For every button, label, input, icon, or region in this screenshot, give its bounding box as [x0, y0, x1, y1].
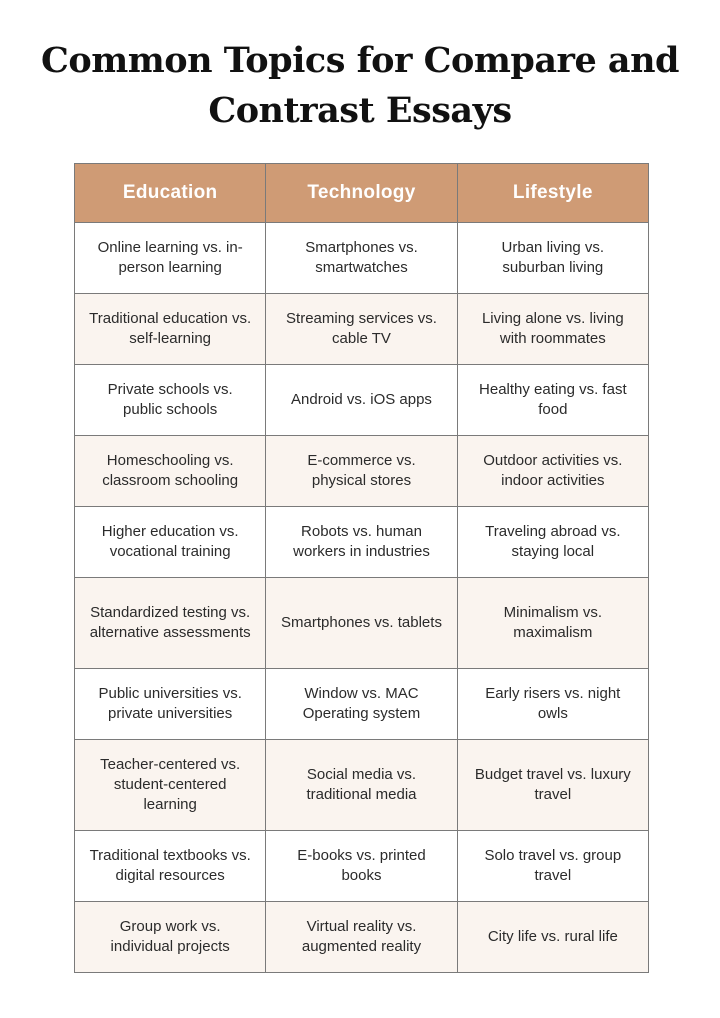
table-row [75, 831, 649, 902]
education-cell: Standardized testing vs. alternative assessments [75, 578, 266, 669]
technology-cell: Smartphones vs. tablets [266, 578, 457, 669]
table-row [75, 223, 649, 294]
table-row [75, 365, 649, 436]
technology-cell: E-books vs. printed books [266, 831, 457, 902]
page-title [0, 36, 720, 136]
table-row [75, 294, 649, 365]
table-row [75, 669, 649, 740]
lifestyle-cell: Solo travel vs. group travel [457, 831, 648, 902]
table-row [75, 507, 649, 578]
title-line-1: Common Topics for Compare and [41, 40, 679, 81]
education-cell: Group work vs. individual projects [75, 902, 266, 973]
table-row [75, 740, 649, 831]
header-lifestyle: Lifestyle [457, 164, 648, 223]
education-cell: Homeschooling vs. classroom schooling [75, 436, 266, 507]
education-cell: Traditional textbooks vs. digital resources [75, 831, 266, 902]
technology-cell: Android vs. iOS apps [266, 365, 457, 436]
education-cell: Private schools vs. public schools [75, 365, 266, 436]
lifestyle-cell: Urban living vs. suburban living [457, 223, 648, 294]
lifestyle-cell: Healthy eating vs. fast food [457, 365, 648, 436]
technology-cell: Smartphones vs. smartwatches [266, 223, 457, 294]
table-header-row [75, 164, 649, 223]
technology-cell: Robots vs. human workers in industries [266, 507, 457, 578]
education-cell: Higher education vs. vocational training [75, 507, 266, 578]
lifestyle-cell: Early risers vs. night owls [457, 669, 648, 740]
technology-cell: E-commerce vs. physical stores [266, 436, 457, 507]
header-education: Education [75, 164, 266, 223]
lifestyle-cell: Outdoor activities vs. indoor activities [457, 436, 648, 507]
education-cell: Teacher-centered vs. student-centered learning [75, 740, 266, 831]
table-row [75, 902, 649, 973]
table-row [75, 578, 649, 669]
technology-cell: Virtual reality vs. augmented reality [266, 902, 457, 973]
header-technology: Technology [266, 164, 457, 223]
title-line-2: Contrast Essays [208, 90, 512, 131]
lifestyle-cell: City life vs. rural life [457, 902, 648, 973]
technology-cell: Social media vs. traditional media [266, 740, 457, 831]
lifestyle-cell: Living alone vs. living with roommates [457, 294, 648, 365]
education-cell: Traditional education vs. self-learning [75, 294, 266, 365]
education-cell: Public universities vs. private universities [75, 669, 266, 740]
lifestyle-cell: Traveling abroad vs. staying local [457, 507, 648, 578]
topics-table [74, 163, 649, 973]
education-cell: Online learning vs. in-person learning [75, 223, 266, 294]
technology-cell: Window vs. MAC Operating system [266, 669, 457, 740]
technology-cell: Streaming services vs. cable TV [266, 294, 457, 365]
table-row [75, 436, 649, 507]
lifestyle-cell: Minimalism vs. maximalism [457, 578, 648, 669]
lifestyle-cell: Budget travel vs. luxury travel [457, 740, 648, 831]
